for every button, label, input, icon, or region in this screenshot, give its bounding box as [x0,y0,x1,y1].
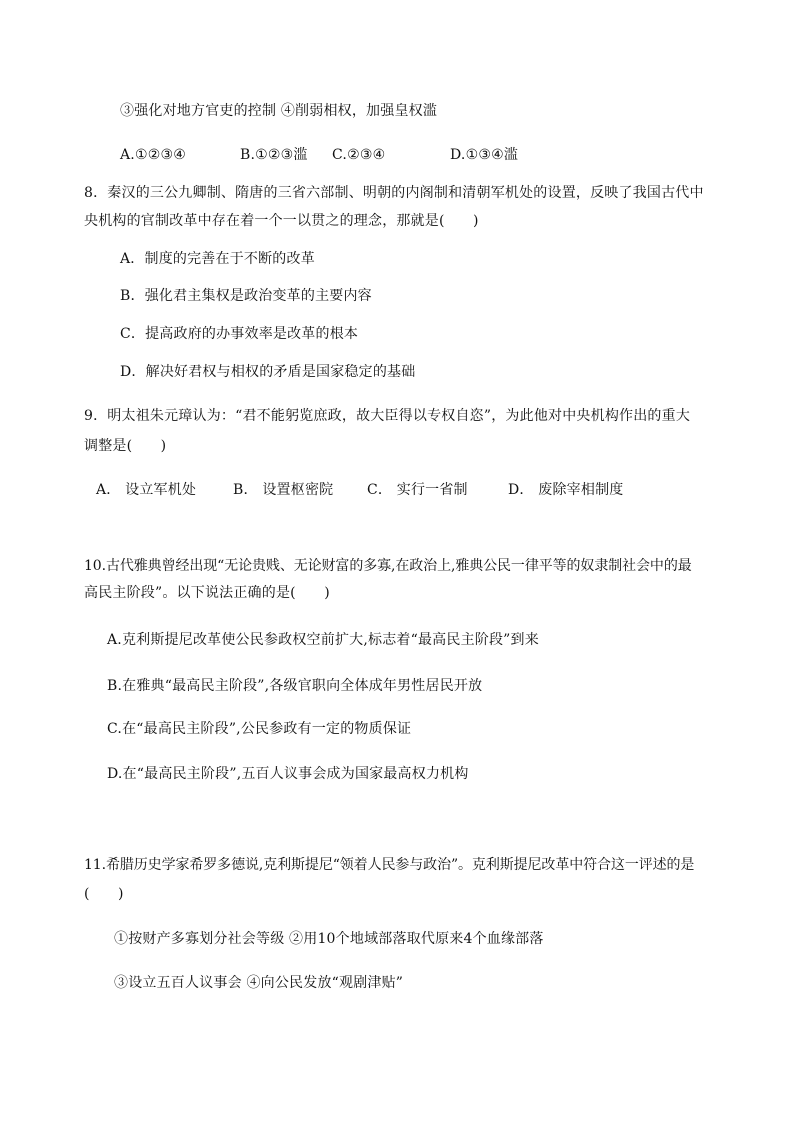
q11-items-line-1: ①按财产多寡划分社会等级 ②用10个地域部落取代原来4个血缘部落 [114,931,544,947]
q7-option-d: D.①③④滥 [450,147,519,163]
q8-option-c: C．提高政府的办事效率是改革的根本 [120,326,359,342]
q7-option-a: A.①②③④ [120,147,186,163]
q10-stem-line-2: 高民主阶段”。以下说法正确的是( ) [84,585,330,601]
q8-option-b: B．强化君主集权是政治变革的主要内容 [120,288,372,304]
q10-option-d: D.在“最高民主阶段”,五百人议事会成为国家最高权力机构 [107,766,469,782]
q9-options [96,480,623,500]
q7-items-line: ③强化对地方官吏的控制 ④削弱相权，加强皇权滥 [120,103,438,119]
q9-option-a: A． 设立军机处 [96,482,197,498]
q10-option-a: A.克利斯提尼改革使公民参政权空前扩大,标志着“最高民主阶段”到来 [107,632,539,648]
q9-stem-line-1: 9．明太祖朱元璋认为：“君不能躬览庶政，故大臣得以专权自恣”，为此他对中央机构作出的重大 [84,408,691,424]
q7-options [120,145,518,165]
q11-items-line-2: ③设立五百人议事会 ④向公民发放“观剧津贴” [114,975,404,991]
q9-option-b: B． 设置枢密院 [233,482,334,498]
q11-stem-line-1: 11.希腊历史学家希罗多德说,克利斯提尼“领着人民参与政治”。克利斯提尼改革中符合这一评述的是 [84,857,695,873]
q9-stem-line-2: 调整是( ) [84,438,167,454]
q8-option-a: A．制度的完善在于不断的改革 [120,251,315,267]
q10-stem-line-1: 10.古代雅典曾经出现“无论贵贱、无论财富的多寡,在政治上,雅典公民一律平等的奴隶制社会中的最 [84,558,692,574]
q9-option-c: C． 实行一省制 [367,482,468,498]
q8-option-d: D．解决好君权与相权的矛盾是国家稳定的基础 [120,364,416,380]
q10-option-b: B.在雅典“最高民主阶段”,各级官职向全体成年男性居民开放 [107,678,483,694]
q10-option-c: C.在“最高民主阶段”,公民参政有一定的物质保证 [107,721,412,737]
q7-option-c: C.②③④ [332,147,386,163]
q7-option-b: B.①②③滥 [240,147,308,163]
q8-stem-line-1: 8．秦汉的三公九卿制、隋唐的三省六部制、明朝的内阁制和清朝军机处的设置，反映了我国古代中 [84,185,704,201]
q11-stem-line-2: ( ) [84,886,124,902]
q9-option-d: D． 废除宰相制度 [508,482,624,498]
q8-stem-line-2: 央机构的官制改革中存在着一个一以贯之的理念，那就是( ) [84,213,479,229]
